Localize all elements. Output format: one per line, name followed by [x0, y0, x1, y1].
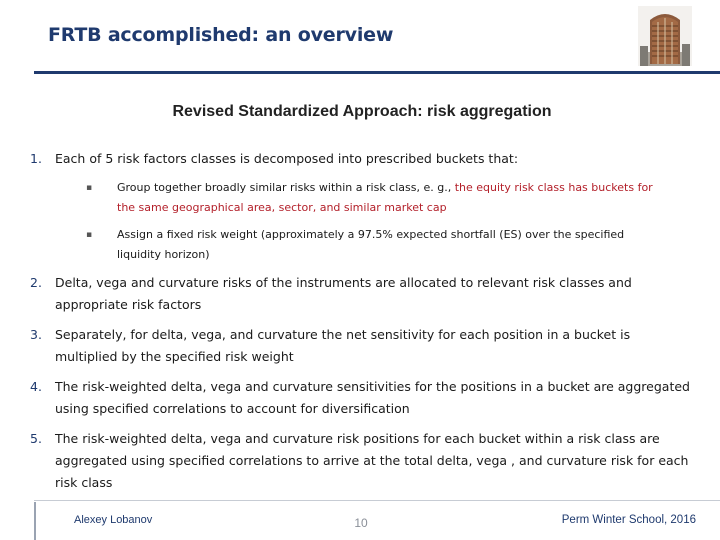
sub-list-item [30, 225, 690, 265]
building-tower-icon [638, 6, 692, 66]
list-item-5 [30, 428, 690, 494]
sub-item-text: Assign a fixed risk weight (approximately a 97.5% expected shortfall (ES) over the specified liquidity horizon) [117, 228, 625, 261]
highlighted-example-text: the equity risk class has buckets for the same geographical area, sector, and similar market cap [117, 181, 653, 214]
list-item-text: Separately, for delta, vega, and curvature the net sensitivity for each position in a bucket is multiplied by the specified risk weight [55, 327, 631, 364]
list-item-3 [30, 324, 690, 368]
bullet-icon: ▪ [86, 230, 93, 240]
footer-divider [34, 500, 720, 501]
footer-event: Perm Winter School, 2016 [561, 514, 696, 526]
list-item-number: 1. [30, 151, 42, 166]
list-item-number: 5. [30, 431, 42, 446]
sub-item-text: Group together broadly similar risks within a risk class, e. g., [117, 181, 455, 194]
list-item-number: 3. [30, 327, 42, 342]
sub-list [30, 178, 690, 265]
list-item-text: Each of 5 risk factors classes is decomposed into prescribed buckets that: [55, 151, 519, 166]
page-number: 10 [354, 516, 368, 530]
list-item-4 [30, 376, 690, 420]
list-item-text: Delta, vega and curvature risks of the instruments are allocated to relevant risk classes and appropriate risk factors [55, 275, 632, 312]
numbered-list [30, 148, 690, 502]
list-item-1 [30, 148, 690, 170]
footer-accent-bar [34, 502, 36, 540]
list-item-number: 2. [30, 275, 42, 290]
list-item-text: The risk-weighted delta, vega and curvature sensitivities for the positions in a bucket are aggregated using specified correlations to account for diversification [55, 379, 690, 416]
footer-author: Alexey Lobanov [74, 514, 153, 526]
bullet-icon: ▪ [86, 183, 93, 193]
slide-subtitle: Revised Standardized Approach: risk aggregation [172, 103, 552, 120]
sub-list-item [30, 178, 690, 218]
list-item-text: The risk-weighted delta, vega and curvature risk positions for each bucket within a risk class are aggregated using specified correlations to arrive at the total delta, vega , and curvature risk for each risk class [55, 431, 689, 490]
slide-title: FRTB accomplished: an overview [48, 24, 394, 46]
title-divider [34, 71, 720, 74]
list-item-number: 4. [30, 379, 42, 394]
list-item-2 [30, 272, 690, 316]
